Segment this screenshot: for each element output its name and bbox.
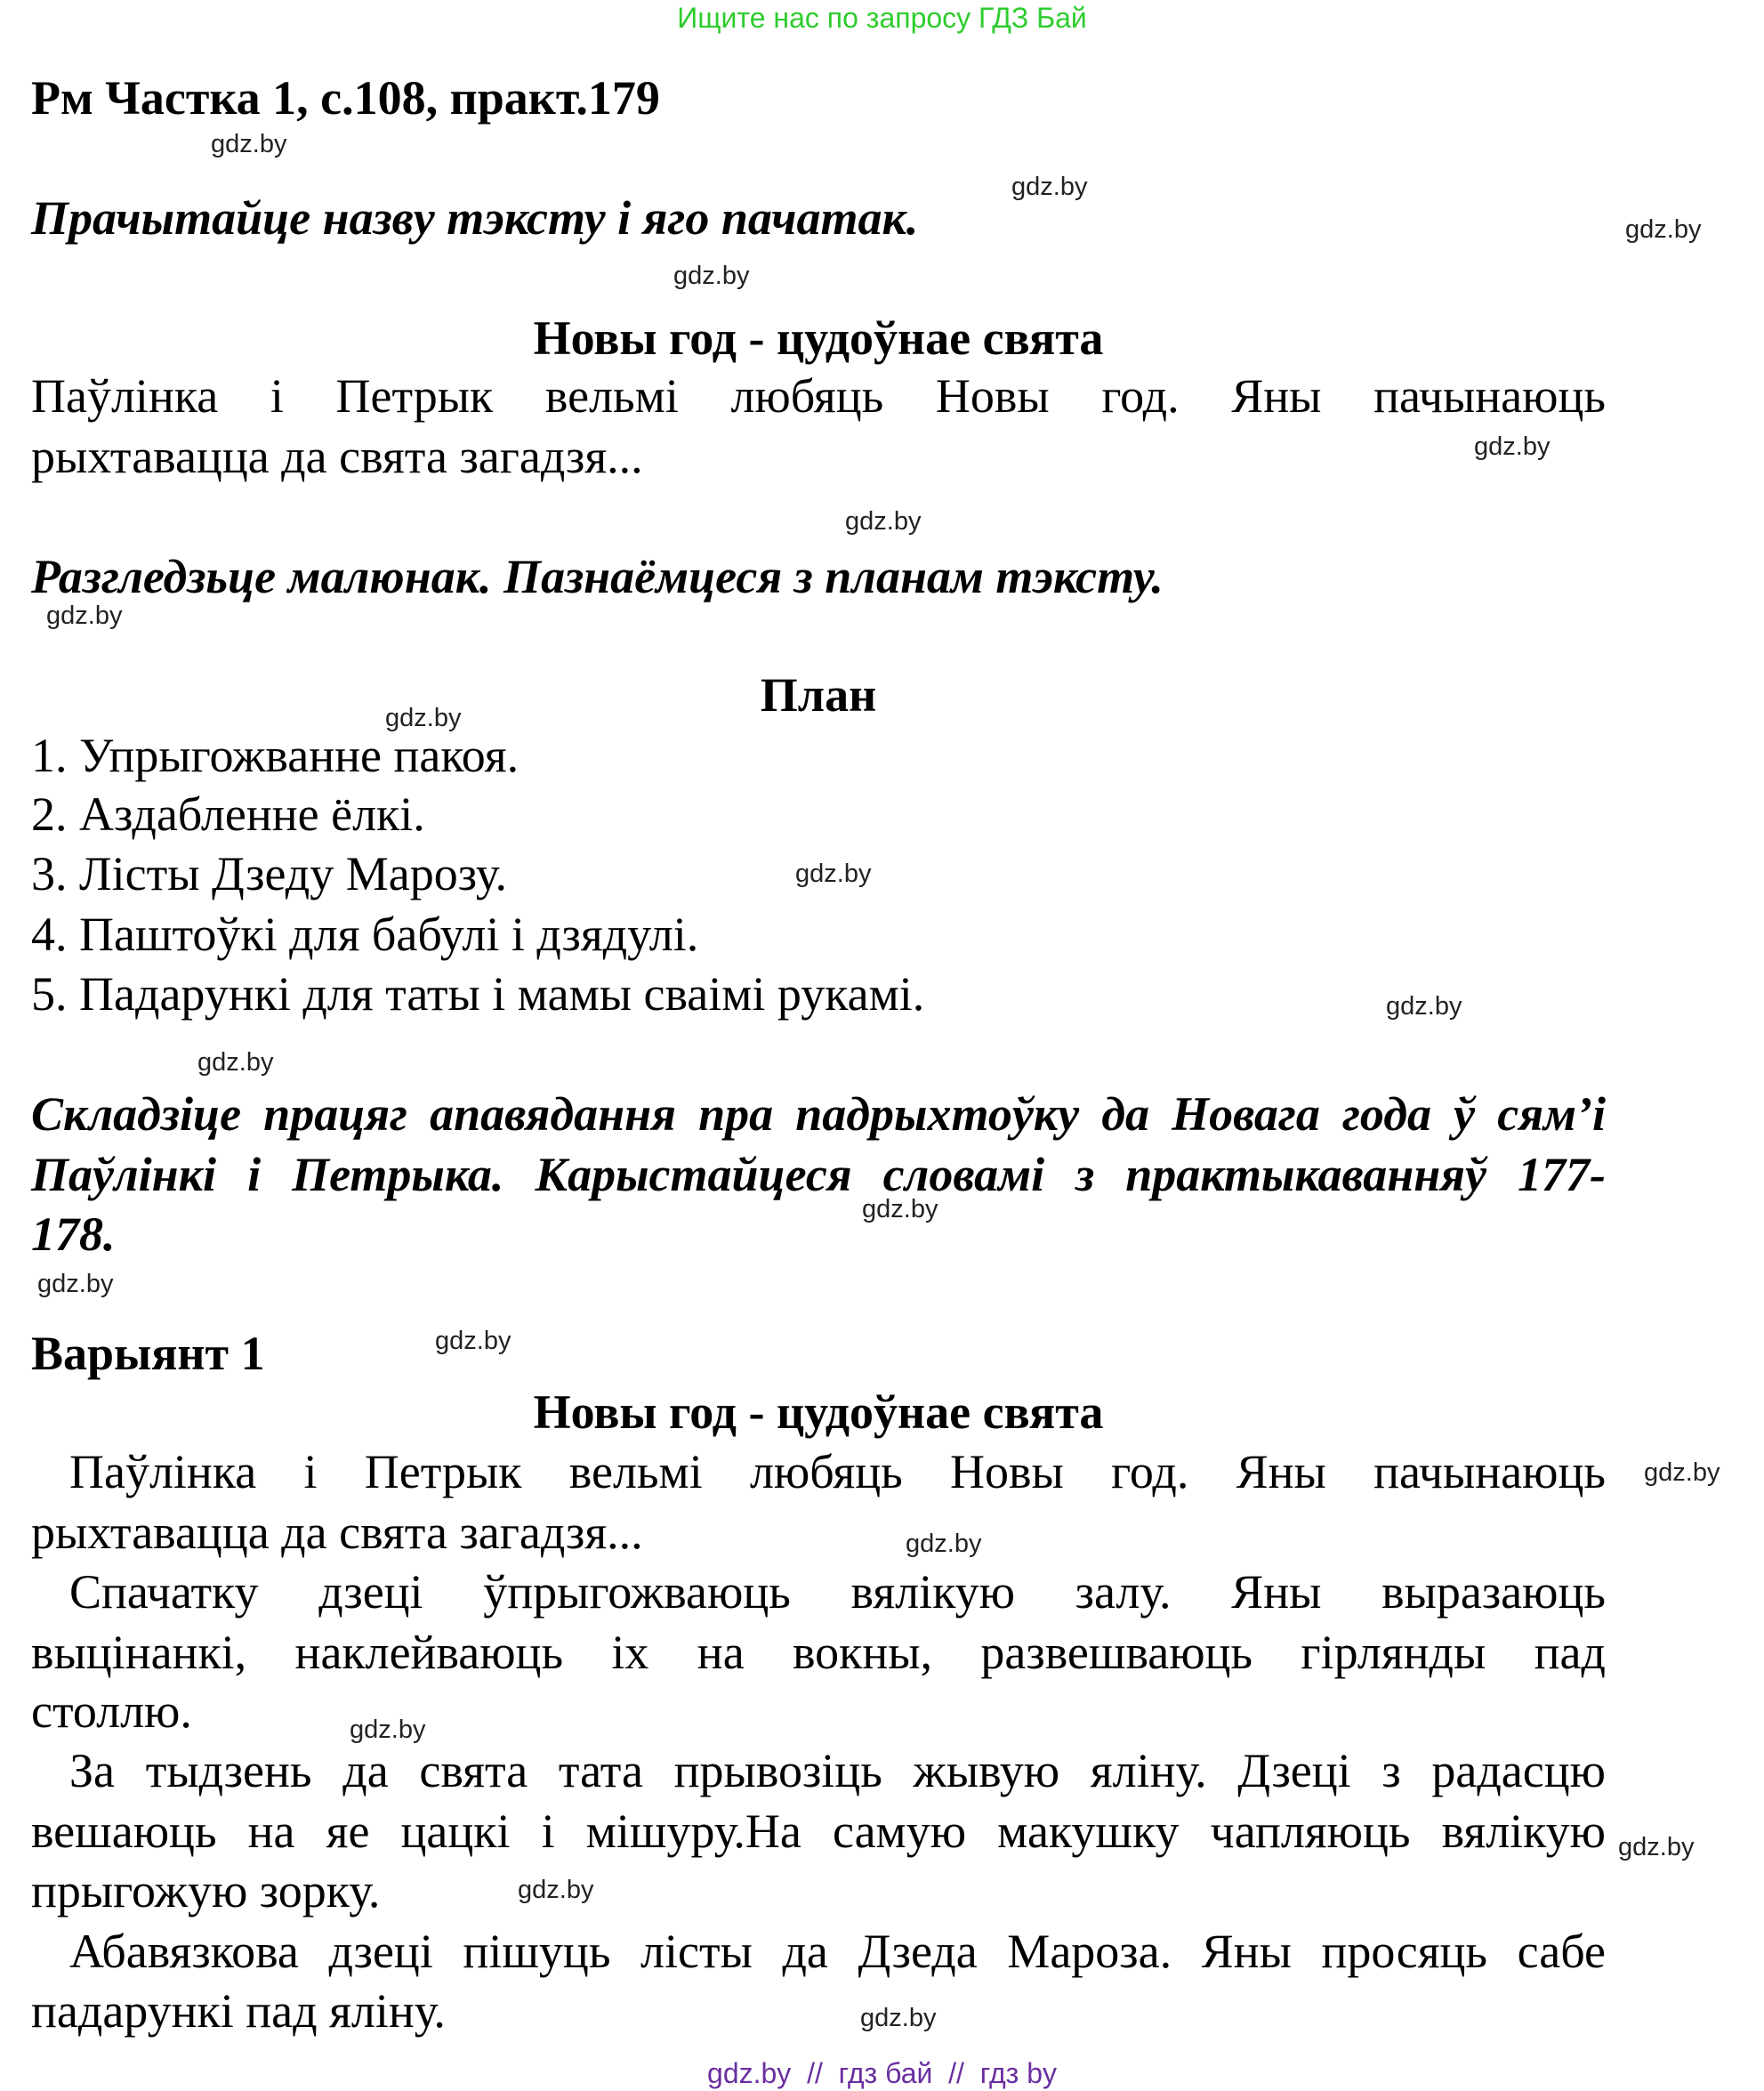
watermark: gdz.by [1474, 432, 1551, 461]
task-instruction-3: Складзіце працяг апавядання пра падрыхтоўку да Новага года ў сям’і [31, 1087, 1606, 1141]
watermark: gdz.by [906, 1530, 982, 1558]
plan-item: 3. Лісты Дзеду Марозу. [31, 847, 507, 900]
watermark: gdz.by [37, 1270, 114, 1298]
watermark: gdz.by [845, 507, 922, 536]
variant-heading: Варыянт 1 [31, 1327, 265, 1380]
variant-line: выцінанкі, наклейваюць іх на вокны, развешваюць гірлянды пад [31, 1626, 1606, 1679]
intro-line: рыхтавацца да свята загадзя... [31, 430, 643, 483]
plan-item: 1. Упрыгожванне пакоя. [31, 729, 520, 782]
watermark: gdz.by [46, 601, 123, 630]
variant-line: падарункі пад яліну. [31, 1984, 446, 2038]
plan-title: План [760, 668, 877, 722]
watermark: gdz.by [795, 860, 872, 888]
task-instruction-1: Прачытайце назву тэксту і яго пачатак. [31, 191, 919, 245]
plan-item: 2. Аздабленне ёлкі. [31, 787, 425, 841]
variant-line: Паўлінка і Петрык вельмі любяць Новы год. Яны пачынаюць [69, 1445, 1606, 1498]
variant-line: рыхтавацца да свята загадзя... [31, 1506, 643, 1559]
watermark: gdz.by [197, 1048, 274, 1077]
watermark: gdz.by [1625, 215, 1702, 244]
variant-line: столлю. [31, 1684, 192, 1738]
watermark: gdz.by [435, 1327, 511, 1355]
task-instruction-3: 178. [31, 1207, 116, 1261]
watermark: gdz.by [673, 262, 750, 290]
variant-line: вешаюць на яе цацкі і мішуру.На самую макушку чапляюць вялікую [31, 1804, 1606, 1858]
watermark: gdz.by [1618, 1833, 1695, 1861]
watermark: gdz.by [211, 130, 287, 158]
watermark: gdz.by [1011, 173, 1088, 201]
variant-line: прыгожую зорку. [31, 1864, 381, 1917]
variant-line: Спачатку дзеці ўпрыгожваюць вялікую залу. Яны выразаюць [69, 1565, 1606, 1619]
watermark: gdz.by [1386, 992, 1462, 1021]
plan-item: 4. Паштоўкі для бабулі і дзядулі. [31, 908, 699, 961]
search-banner: Ищите нас по запросу ГДЗ Бай [677, 2, 1087, 34]
variant-line: За тыдзень да свята тата прывозіць жывую яліну. Дзеці з радасцю [69, 1744, 1606, 1797]
watermark: gdz.by [862, 1195, 938, 1223]
watermark: gdz.by [1644, 1458, 1720, 1487]
variant-line: Абавязкова дзеці пішуць лісты да Дзеда Мароза. Яны просяць сабе [69, 1925, 1606, 1978]
intro-line: Паўлінка і Петрык вельмі любяць Новы год. Яны пачынаюць [31, 369, 1606, 423]
watermark: gdz.by [518, 1876, 594, 1904]
variant-title: Новы год - цудоўнае свята [533, 1385, 1104, 1439]
page-title: Рм Частка 1, с.108, практ.179 [31, 71, 660, 125]
task-instruction-2: Разгледзьце малюнак. Пазнаёмцеся з планам тэксту. [31, 550, 1164, 603]
watermark: gdz.by [350, 1716, 426, 1744]
task-instruction-3: Паўлінкі і Петрыка. Карыстайцеся словамі з практыкаванняў 177- [31, 1148, 1606, 1201]
footer-links[interactable]: gdz.by // гдз бай // гдз by [707, 2057, 1057, 2089]
plan-item: 5. Падарункі для таты і мамы сваімі рукамі. [31, 967, 925, 1021]
text-title: Новы год - цудоўнае свята [533, 311, 1104, 365]
watermark: gdz.by [385, 704, 462, 732]
watermark: gdz.by [860, 2004, 937, 2032]
